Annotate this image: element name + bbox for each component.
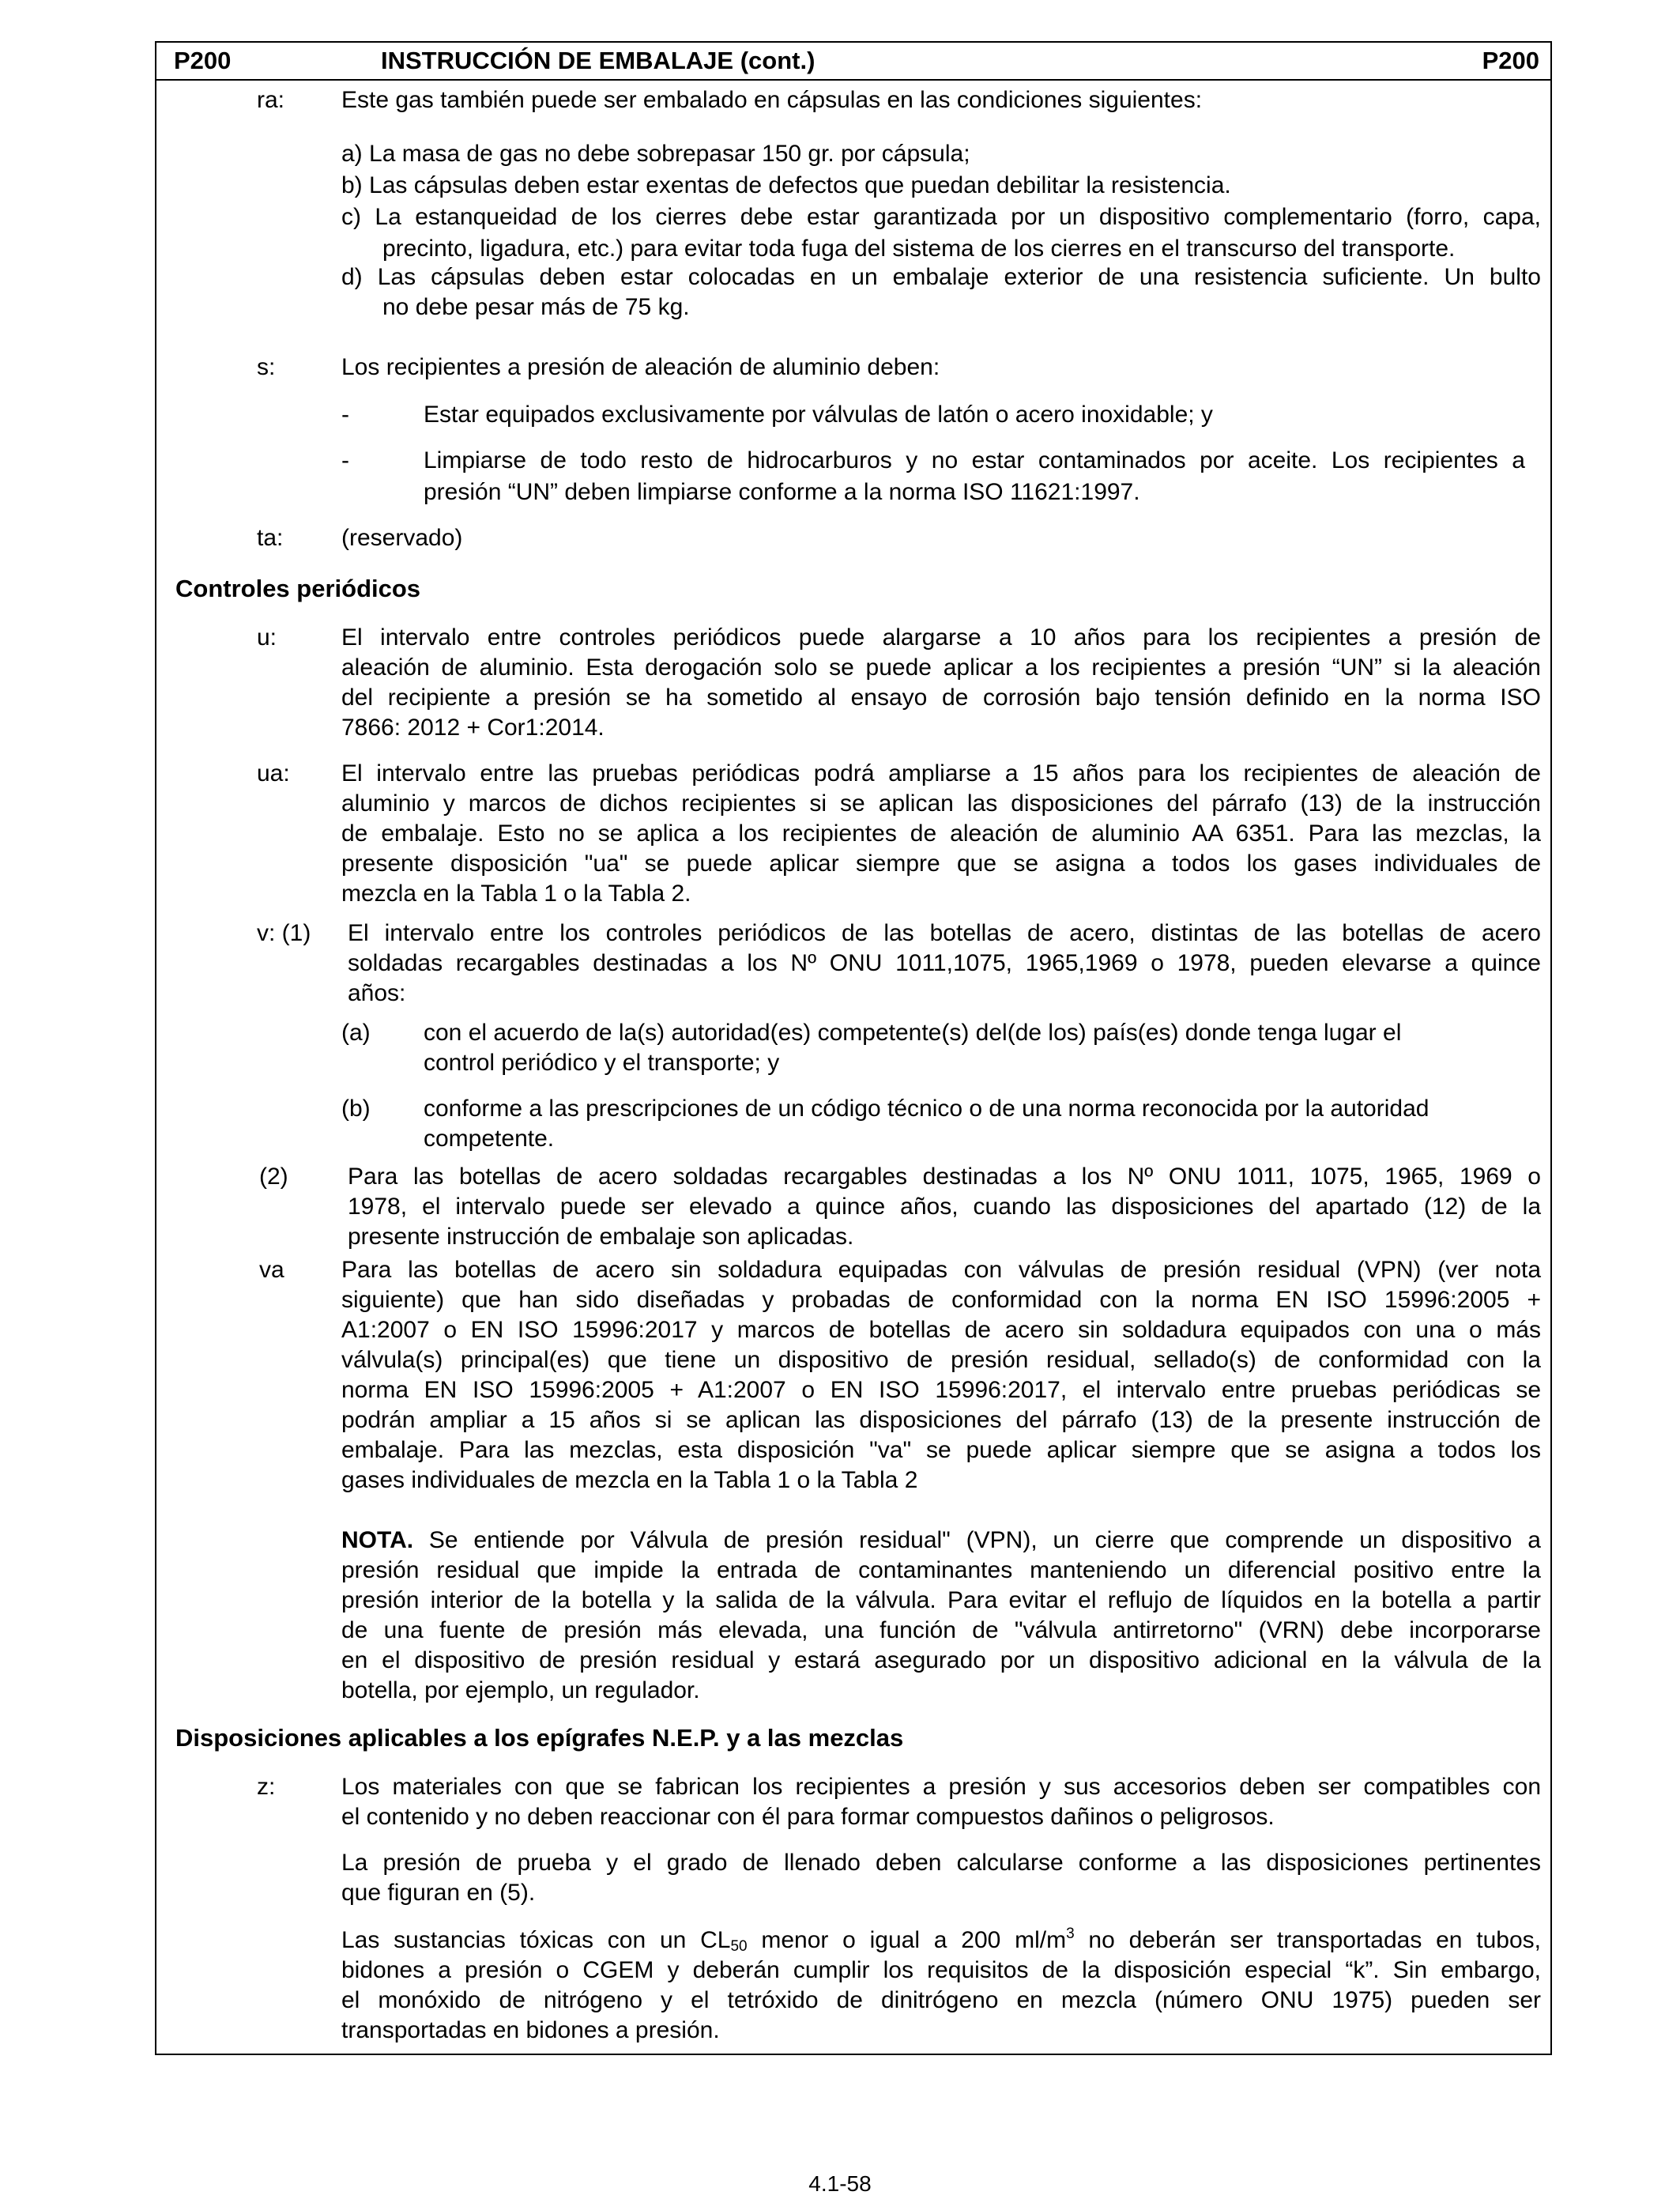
- provision-text: mezcla en la Tabla 1 o la Tabla 2.: [341, 881, 691, 907]
- provision-text: soldadas recargables destinadas a los Nº ONU 1011,1075, 1965,1969 o 1978, pueden elevarse a quince: [348, 950, 1541, 976]
- provision-text: Los materiales con que se fabrican los recipientes a presión y sus accesorios deben ser compatibles con: [341, 1774, 1541, 1800]
- provision-text: (reservado): [341, 525, 463, 551]
- provision-text: Los recipientes a presión de aleación de aluminio deben:: [341, 354, 940, 380]
- section-heading-nep-mixtures: Disposiciones aplicables a los epígrafes N.E.P. y a las mezclas: [175, 1724, 904, 1752]
- list-item: Estar equipados exclusivamente por válvulas de latón o acero inoxidable; y: [424, 402, 1213, 428]
- provision-text: aleación de aluminio. Esta derogación solo se puede aplicar a los recipientes a presión “UN” si la aleación: [341, 654, 1541, 681]
- provision-text: bidones a presión o CGEM y deberán cumplir los requisitos de la disposición especial “k”. Sin embargo,: [341, 1957, 1541, 1983]
- provision-text: el monóxido de nitrógeno y el tetróxido de dinitrógeno en mezcla (número ONU 1975) pueden ser: [341, 1987, 1541, 2013]
- provision-text: Las sustancias tóxicas con un $CL_{50}$ menor o igual a 200 $ml/m^3$ no deberán ser transportadas en tubos,: [341, 1926, 1541, 1955]
- provision-text: siguiente) que han sido diseñadas y probadas de conformidad con la norma EN ISO 15996:2005 +: [341, 1287, 1541, 1313]
- provision-text: A1:2007 o EN ISO 15996:2017 y marcos de botellas de acero sin soldadura equipados con una o más: [341, 1317, 1541, 1343]
- note-text: NOTA. Se entiende por Válvula de presión residual" (VPN), un cierre que comprende un dispositivo a: [341, 1527, 1541, 1553]
- provision-text: gases individuales de mezcla en la Tabla 1 o la Tabla 2: [341, 1467, 918, 1493]
- note-text: presión interior de la botella y la salida de la válvula. Para evitar el reflujo de líquidos en la botella a partir: [341, 1587, 1541, 1613]
- provision-label: s:: [257, 354, 276, 380]
- provision-text: La presión de prueba y el grado de llenado deben calcularse conforme a las disposiciones pertinentes: [341, 1850, 1541, 1876]
- list-dash: -: [341, 447, 349, 473]
- header-code-right: P200: [1482, 47, 1539, 74]
- note-text: botella, por ejemplo, un regulador.: [341, 1677, 700, 1703]
- provision-text: válvula(s) principal(es) que tiene un dispositivo de presión residual, sellado(s) de conformidad con la: [341, 1347, 1541, 1373]
- page-number: 4.1-58: [808, 2171, 872, 2196]
- provision-text: Este gas también puede ser embalado en cápsulas en las condiciones siguientes:: [341, 87, 1203, 113]
- provision-text: podrán ampliar a 15 años si se aplican las disposiciones del párrafo (13) de la presente instrucción de: [341, 1407, 1541, 1433]
- note-text: de una fuente de presión más elevada, una función de "válvula antirretorno" (VRN) debe incorporarse: [341, 1617, 1541, 1643]
- list-item: Limpiarse de todo resto de hidrocarburos y no estar contaminados por aceite. Los recipientes a: [424, 447, 1525, 473]
- provision-text: el contenido y no deben reaccionar con él para formar compuestos dañinos o peligrosos.: [341, 1804, 1275, 1830]
- provision-text: años:: [348, 980, 406, 1006]
- provision-text: transportadas en bidones a presión.: [341, 2017, 720, 2043]
- list-item: b) Las cápsulas deben estar exentas de defectos que puedan debilitar la resistencia.: [341, 172, 1231, 198]
- sub-item-label: (b): [341, 1096, 371, 1122]
- list-dash: -: [341, 402, 349, 428]
- sub-item-text: conforme a las prescripciones de un código técnico o de una norma reconocida por la autoridad: [424, 1096, 1430, 1122]
- header-code-left: P200: [174, 47, 232, 74]
- provision-label: (2): [259, 1164, 288, 1190]
- section-heading-periodic-controls: Controles periódicos: [175, 575, 421, 602]
- provision-text: de embalaje. Esto no se aplica a los recipientes de aleación de aluminio AA 6351. Para las mezclas, la: [341, 820, 1541, 847]
- sub-item-label: (a): [341, 1020, 371, 1046]
- provision-label: ua:: [257, 760, 290, 786]
- list-item-continuation: presión “UN” deben limpiarse conforme a la norma ISO 11621:1997.: [424, 479, 1140, 505]
- provision-label: va: [259, 1257, 284, 1283]
- provision-text: que figuran en (5).: [341, 1880, 536, 1906]
- list-item: d) Las cápsulas deben estar colocadas en un embalaje exterior de una resistencia suficiente. Un bulto: [341, 264, 1541, 290]
- provision-text: embalaje. Para las mezclas, esta disposición "va" se puede aplicar siempre que se asigna a todos los: [341, 1437, 1541, 1463]
- note-text: en el dispositivo de presión residual y estará asegurado por un dispositivo adicional en la válvula de la: [341, 1647, 1541, 1673]
- sub-item-text: competente.: [424, 1126, 555, 1152]
- note-label: NOTA.: [341, 1527, 414, 1553]
- provision-label: z:: [257, 1774, 276, 1800]
- provision-text: El intervalo entre las pruebas periódicas podrá ampliarse a 15 años para los recipientes de aleación de: [341, 760, 1541, 786]
- sub-item-text: control periódico y el transporte; y: [424, 1050, 780, 1076]
- provision-label: ra:: [257, 87, 285, 113]
- provision-text: presente instrucción de embalaje son aplicadas.: [348, 1224, 854, 1250]
- subscript-50: 50: [730, 1938, 748, 1955]
- list-item-continuation: precinto, ligadura, etc.) para evitar toda fuga del sistema de los cierres en el transcurso del transporte.: [382, 236, 1456, 262]
- provision-text: El intervalo entre controles periódicos puede alargarse a 10 años para los recipientes a presión de: [341, 624, 1541, 651]
- header-title: INSTRUCCIÓN DE EMBALAJE (cont.): [381, 47, 816, 74]
- note-text: presión residual que impide la entrada de contaminantes manteniendo un diferencial positivo entre la: [341, 1557, 1541, 1583]
- provision-text: 1978, el intervalo puede ser elevado a quince años, cuando las disposiciones del apartado (12) de la: [348, 1194, 1541, 1220]
- list-item: c) La estanqueidad de los cierres debe estar garantizada por un dispositivo complementario (forro, capa,: [341, 204, 1541, 230]
- provision-text: del recipiente a presión se ha sometido al ensayo de corrosión bajo tensión definido en la norma ISO: [341, 685, 1541, 711]
- sub-item-text: con el acuerdo de la(s) autoridad(es) competente(s) del(de los) país(es) donde tenga lugar el: [424, 1020, 1402, 1046]
- list-item-continuation: no debe pesar más de 75 kg.: [382, 294, 690, 320]
- provision-text: norma EN ISO 15996:2005 + A1:2007 o EN ISO 15996:2017, el intervalo entre pruebas periódicas se: [341, 1377, 1541, 1403]
- list-item: a) La masa de gas no debe sobrepasar 150 gr. por cápsula;: [341, 141, 970, 167]
- provision-text: El intervalo entre los controles periódicos de las botellas de acero, distintas de las botellas de acero: [348, 920, 1541, 946]
- provision-label: v: (1): [257, 920, 311, 946]
- superscript-3: 3: [1066, 1926, 1075, 1942]
- provision-label: ta:: [257, 525, 284, 551]
- provision-text: presente disposición "ua" se puede aplicar siempre que se asigna a todos los gases individuales de: [341, 851, 1541, 877]
- provision-text: Para las botellas de acero sin soldadura equipadas con válvulas de presión residual (VPN) (ver nota: [341, 1257, 1541, 1283]
- provision-text: aluminio y marcos de dichos recipientes si se aplican las disposiciones del párrafo (13) de la instrucción: [341, 790, 1541, 817]
- provision-text: Para las botellas de acero soldadas recargables destinadas a los Nº ONU 1011, 1075, 1965, 1969 o: [348, 1164, 1541, 1190]
- table-header: [156, 43, 1550, 81]
- provision-label: u:: [257, 624, 277, 651]
- provision-text: 7866: 2012 + Cor1:2014.: [341, 715, 605, 741]
